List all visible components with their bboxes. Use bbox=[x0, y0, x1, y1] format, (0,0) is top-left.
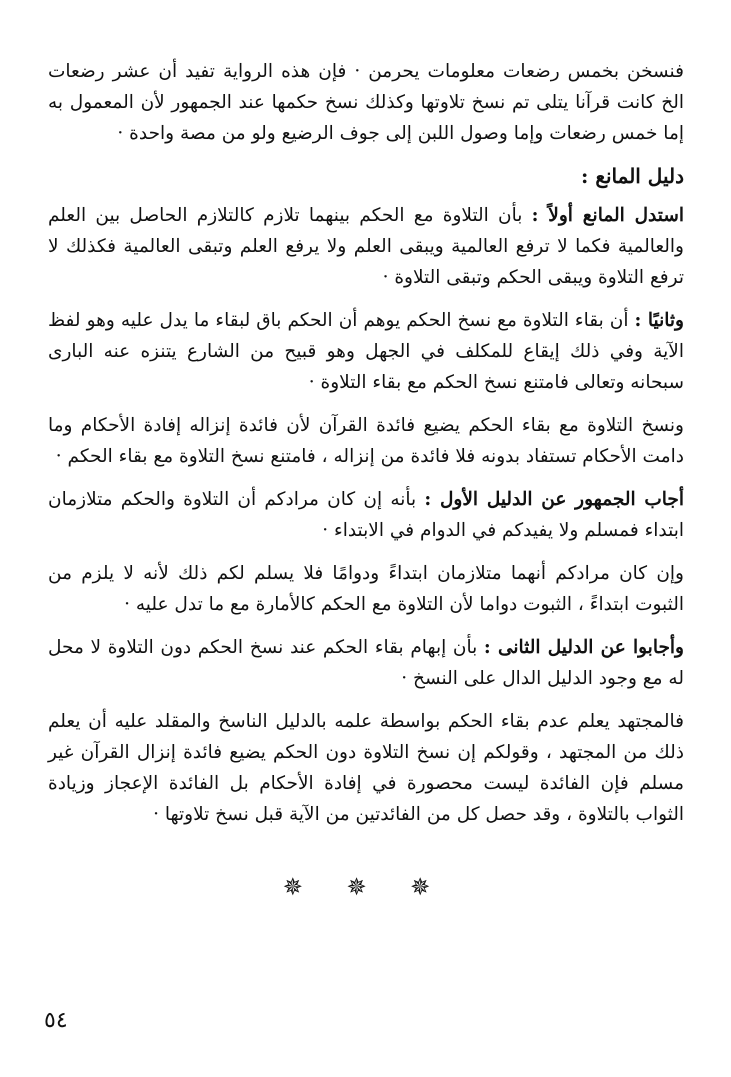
paragraph-text: وإن كان مرادكم أنهما متلازمان ابتداءً ودوامًا فلا يسلم لكم ذلك لأنه لا يلزم من الثبوت ابتداءً ، الثبوت دواما لأن التلاوة مع الحكم كالأمارة مع ما تدل عليه · bbox=[48, 563, 684, 615]
section-heading: دليل المانع : bbox=[580, 164, 684, 188]
paragraph-2 bbox=[48, 200, 684, 293]
paragraph-text: فالمجتهد يعلم عدم بقاء الحكم بواسطة علمه بالدليل الناسخ والمقلد عليه أن يعلم ذلك من المجتهد ، وقولكم إن نسخ التلاوة دون الحكم يضيع فائدة إنزال القرآن غير مسلم فإن الفائدة ليست محصورة في إفادة الأحكام بل الفائدة الإعجاز وزيادة الثواب بالتلاوة ، وقد حصل كل من الفائدتين من الآية قبل نسخ تلاوتها · bbox=[48, 711, 684, 825]
paragraph-text: ونسخ التلاوة مع بقاء الحكم يضيع فائدة القرآن لأن فائدة إنزاله إفادة الأحكام وما دامت الأحكام تستفاد بدونه فلا فائدة من إنزاله ، فامتنع نسخ التلاوة مع بقاء الحكم · bbox=[48, 415, 684, 467]
paragraph-8 bbox=[48, 706, 684, 830]
paragraph-lead: استدل المانع أولاً : bbox=[531, 205, 684, 226]
paragraph-1 bbox=[48, 56, 684, 149]
paragraph-4 bbox=[48, 410, 684, 472]
paragraph-5 bbox=[48, 484, 684, 546]
body-text bbox=[48, 56, 684, 842]
section-ornament: ✵ ✵ ✵ bbox=[282, 873, 449, 901]
paragraph-text: بأنه إن كان مرادكم أن التلاوة والحكم متلازمان ابتداء فمسلم ولا يفيدكم في الدوام في الابتداء · bbox=[48, 489, 684, 541]
paragraph-7 bbox=[48, 632, 684, 694]
page-number: ٥٤ bbox=[44, 1008, 68, 1033]
paragraph-text: فنسخن بخمس رضعات معلومات يحرمن · فإن هذه الرواية تفيد أن عشر رضعات الخ كانت قرآنا يتلى تم نسخ تلاوتها وكذلك نسخ حكمها عند الجمهور لأن المعمول به إما خمس رضعات وإما وصول اللبن إلى جوف الرضيع ولو من مصة واحدة · bbox=[48, 61, 684, 144]
paragraph-lead: وثانيًا : bbox=[634, 310, 684, 331]
paragraph-lead: أجاب الجمهور عن الدليل الأول : bbox=[424, 489, 685, 510]
paragraph-lead: وأجابوا عن الدليل الثانى : bbox=[483, 637, 684, 658]
paragraph-text: بأن التلاوة مع الحكم بينهما تلازم كالتلازم الحاصل بين العلم والعالمية فكما لا ترفع العالمية ويبقى العلم ولا يرفع العلم وتبقى العالمية فكذلك لا ترفع التلاوة ويبقى الحكم وتبقى التلاوة · bbox=[48, 205, 684, 288]
paragraph-text: بأن إبهام بقاء الحكم عند نسخ الحكم دون التلاوة لا محل له مع وجود الدليل الدال على النسخ · bbox=[48, 637, 684, 689]
paragraph-3 bbox=[48, 305, 684, 398]
paragraph-6 bbox=[48, 558, 684, 620]
paragraph-text: أن بقاء التلاوة مع نسخ الحكم يوهم أن الحكم باق لبقاء ما يدل عليه وهو لفظ الآية وفي ذلك إيقاع للمكلف في الجهل وهو قبيح من الشارع يتنزه عنه البارى سبحانه وتعالى فامتنع نسخ الحكم مع بقاء التلاوة · bbox=[48, 310, 684, 393]
